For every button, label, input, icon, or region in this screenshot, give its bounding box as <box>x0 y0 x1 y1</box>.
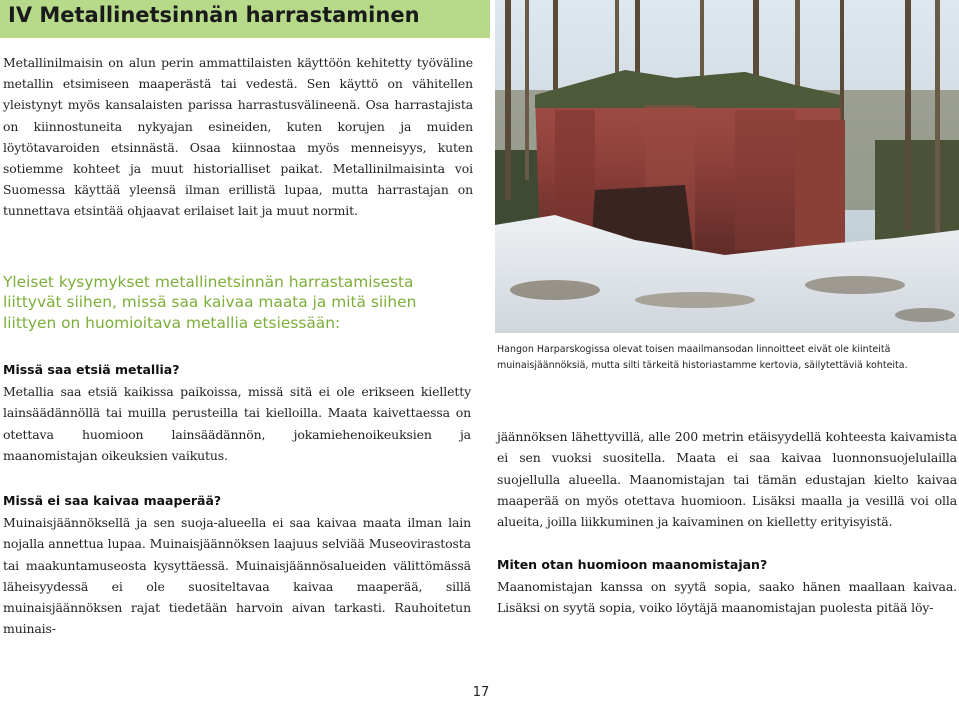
photo-caption: Hangon Harparskogissa olevat toisen maailmansodan linnoitteet eivät ole kiinteitä muinaisjäännöksiä, mutta silti tärkeitä historiastamme kertovia, säilytettäviä kohteita. <box>497 344 908 372</box>
question-heading-where-search: Missä saa etsiä metallia? <box>3 362 180 377</box>
question-heading-landowner: Miten otan huomioon maanomistajan? <box>497 557 768 572</box>
lead-paragraph: Yleiset kysymykset metallinetsinnän harrastamisesta liittyvät siihen, missä saa kaivaa maata ja mitä siihen liittyen on huomioitava metallia etsiessään: <box>3 273 417 332</box>
page-number: 17 <box>472 685 490 700</box>
bunker-photo <box>495 0 959 333</box>
intro-paragraph: Metallinilmaisin on alun perin ammattilaisten käyttöön kehitetty työväline metallin etsimiseen maaperästä tai vedestä. Sen käyttö on vähitellen yleistynyt myös kansalaisten parissa harrastusvälineenä. Osa harrastajista on kiinnostuneita nykyajan esineiden, kuten korujen ja muiden löytötavaroiden etsinnästä. Osaa kiinnostaa myös menneisyys, kuten sotiemme kohteet ja muut historialliset paikat. Metallinilmaisinta voi Suomessa käyttää yleensä ilman erillistä lupaa, mutta harrastajan on tunnettava etsintää ohjaavat erilaiset lait ja muut normit. <box>3 55 473 219</box>
answer-landowner: Maanomistajan kanssa on syytä sopia, saako hänen maallaan kaivaa. Lisäksi on syytä sopia, voiko löytäjä maanomistajan puolesta pitää löy- <box>497 579 957 616</box>
answer-where-search: Metallia saa etsiä kaikissa paikoissa, missä sitä ei ole erikseen kielletty lainsäädännöllä tai muilla perusteilla tai kielloilla. Maata kaivettaessa on otettava huomioon lainsäädännön, jokamiehenoikeuksien ja maanomistajan oikeuksien vaikutus. <box>3 384 471 463</box>
bunker-in-forest-image <box>495 0 959 333</box>
column2-paragraph: jäännöksen lähettyvillä, alle 200 metrin etäisyydellä kohteesta kaivamista ei sen vuoksi suositella. Maata ei saa kaivaa luonnonsuojelulailla suojellulla alueella. Maanomistajan tai tämän edustajan kielto kaivaa maaperää on myös otettava huomioon. Lisäksi maalla ja vesillä voi olla alueita, joilla liikkuminen ja kaivaminen on kielletty erityisyistä. <box>497 429 957 530</box>
question-heading-where-not-dig: Missä ei saa kaivaa maaperää? <box>3 493 222 508</box>
chapter-title-band <box>0 0 490 38</box>
answer-where-not-dig: Muinaisjäännöksellä ja sen suoja-alueella ei saa kaivaa maata ilman lain nojalla annettua lupaa. Muinaisjäännöksen laajuus selviää Museovirastosta tai maakuntamuseosta kysyttäessä. Muinaisjäännösalueiden välittömässä läheisyydessä ei ole suositeltavaa kaivaa maaperää, sillä muinaisjäännöksen rajat tiedetään harvoin aivan tarkasti. Rauhoitetun muinais- <box>3 515 471 637</box>
chapter-title: IV Metallinetsinnän harrastaminen <box>8 3 420 27</box>
